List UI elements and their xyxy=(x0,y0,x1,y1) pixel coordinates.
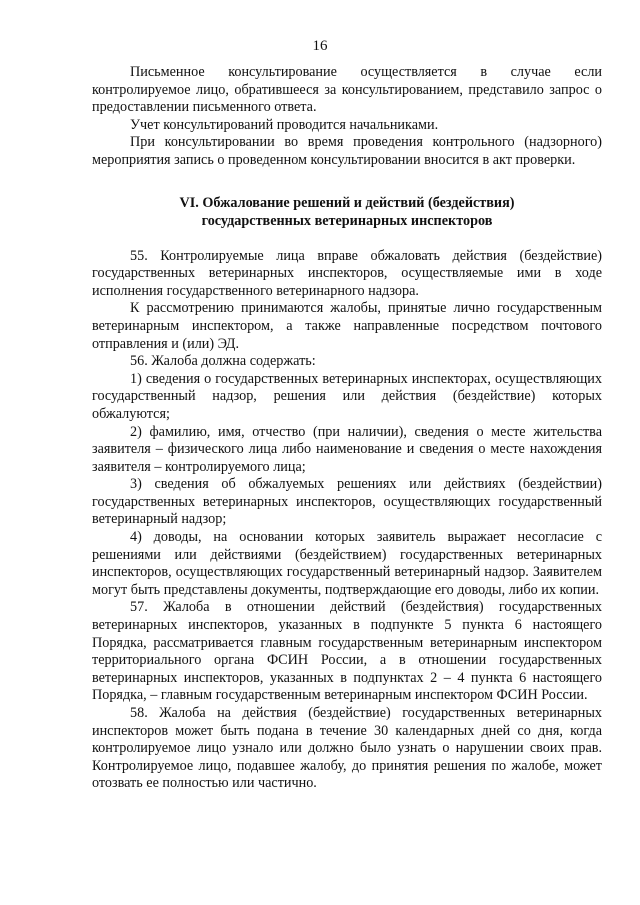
page-number: 16 xyxy=(312,38,328,54)
document-body xyxy=(92,64,602,793)
paragraph: 3) сведения об обжалуемых решениях или действиях (бездействии) государственных ветеринарных инспекторов, осуществляющих государственный ветеринарный надзор; xyxy=(92,476,602,528)
paragraph: 2) фамилию, имя, отчество (при наличии), сведения о месте жительства заявителя – физического лица либо наименование и сведения о месте нахождения заявителя – контролируемого лица; xyxy=(92,423,602,475)
paragraph: 55. Контролируемые лица вправе обжаловать действия (бездействие) государственных ветеринарных инспекторов, осуществляемые ими в ходе исполнения государственного ветеринарного надзора. xyxy=(92,247,602,299)
paragraph: К рассмотрению принимаются жалобы, принятые лично государственным ветеринарным инспектором, а также направленные посредством почтового отправления и (или) ЭД. xyxy=(92,300,602,352)
section-heading-line: VI. Обжалование решений и действий (бездействия) xyxy=(179,194,515,211)
paragraph: Учет консультирований проводится начальниками. xyxy=(130,116,439,133)
paragraph: 56. Жалоба должна содержать: xyxy=(130,353,316,370)
paragraph: 58. Жалоба на действия (бездействие) государственных ветеринарных инспекторов может быть подана в течение 30 календарных дней со дня, когда контролируемое лицо узнало или должно было узнать о нарушении своих прав. Контролируемое лицо, подавшее жалобу, до принятия решения по жалобе, может отозвать ее полностью или частично. xyxy=(92,705,602,792)
paragraph: 57. Жалоба в отношении действий (бездействия) государственных ветеринарных инспекторов, указанных в подпункте 5 пункта 6 настоящего Порядка, рассматривается главным государственным ветеринарным инспектором территориального органа ФСИН России, а в отношении государственных ветеринарных инспекторов, указанных в подпунктах 2 – 4 пункта 6 настоящего Порядка, – главным государственным ветеринарным инспектором ФСИН России. xyxy=(92,599,602,704)
section-heading xyxy=(92,194,602,230)
paragraph: Письменное консультирование осуществляется в случае если контролируемое лицо, обратившееся за консультированием, представило запрос о предоставлении письменного ответа. xyxy=(92,64,602,116)
section-heading-line: государственных ветеринарных инспекторов xyxy=(201,212,493,229)
paragraph: 4) доводы, на основании которых заявитель выражает несогласие с решениями или действиями (бездействием) государственных ветеринарных инспекторов, осуществляющих государственный ветеринарный надзор. Заявителем могут быть представлены документы, подтверждающие его доводы, либо их копии. xyxy=(92,529,602,598)
paragraph: При консультировании во время проведения контрольного (надзорного) мероприятия запись о проведенном консультировании вносится в акт проверки. xyxy=(92,134,602,168)
paragraph: 1) сведения о государственных ветеринарных инспекторах, осуществляющих государственный надзор, решения или действия (бездействие) которых обжалуются; xyxy=(92,370,602,422)
